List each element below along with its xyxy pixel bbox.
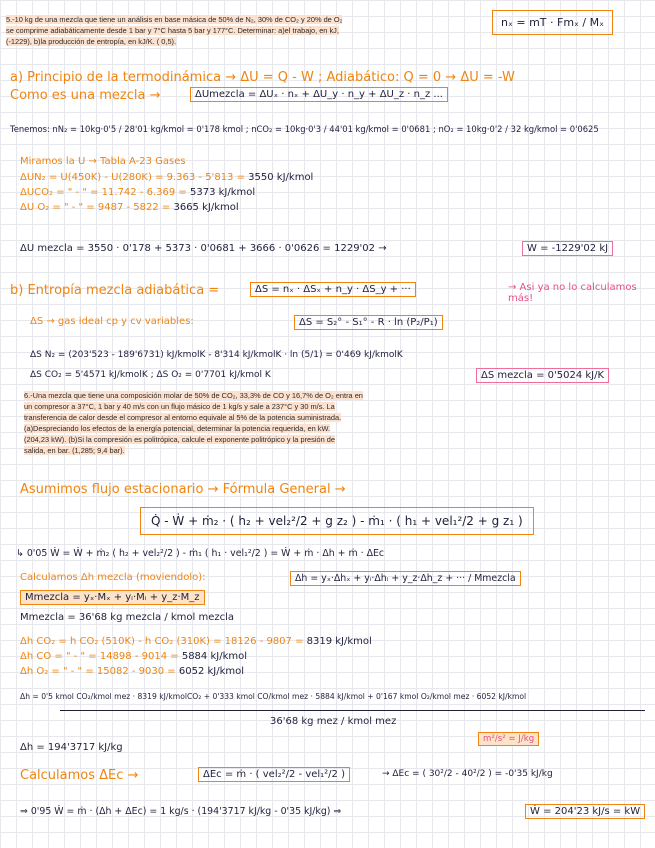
u-n2-expr: ΔUN₂ = U(450K) - U(280K) = 9.363 - 5'813 =: [20, 172, 245, 183]
mix-label: Como es una mezcla →: [10, 88, 161, 103]
general-formula: Q̇ - Ẇ + ṁ₂ · ( h₂ + vel₂²/2 + g z₂ ) - ṁ₁ · ( h₁ + vel₁²/2 + g z₁ ): [140, 507, 534, 535]
h-co-expr: Δh CO = " - " = 14898 - 9014 =: [20, 651, 179, 662]
problem-6-line-6: salida, en bar. (1,285; 9,4 bar).: [24, 446, 125, 455]
u-co2-value: 5373 kJ/kmol: [190, 187, 256, 198]
problem-6-line-2: un compresor a 37°C, 1 bar y 40 m/s con un flujo másico de 1 kg/s y sale a 237°C y 30 m/s. La: [24, 402, 335, 411]
w-result: W = -1229'02 kJ: [522, 241, 613, 256]
ec-formula: ΔEc = ṁ · ( vel₂²/2 - vel₁²/2 ): [198, 767, 350, 782]
problem-6-line-4: (a)Despreciando los efectos de la energía potencial, determinar la potencia requerida, en kW.: [24, 424, 331, 433]
m-mix-formula: Mmezcla = yₓ·Mₓ + yᵢ·Mᵢ + y_z·M_z: [20, 590, 205, 605]
problem-5-statement: [6, 14, 451, 47]
tabla-note: Miramos la U → Tabla A-23 Gases: [20, 156, 186, 167]
u-n2-value: 3550 kJ/kmol: [248, 172, 314, 183]
energy-line: ↳ 0'05 Ẇ = Ẇ + ṁ₂ ( h₂ + vel₂²/2 ) - ṁ₁ ( h₁ · vel₁²/2 ) = Ẇ + ṁ · Δh + ṁ · ΔEc: [16, 548, 385, 559]
h-co2-value: 8319 kJ/kmol: [306, 636, 372, 647]
asumimos-line: Asumimos flujo estacionario → Fórmula General →: [20, 482, 346, 497]
final-result: Ẇ = 204'23 kJ/s = kW: [525, 804, 645, 819]
u-n2-row: [20, 172, 313, 183]
fraction-bar: [60, 710, 645, 711]
s-co2-o2-line: ΔS CO₂ = 5'4571 kJ/kmolK ; ΔS O₂ = 0'7701 kJ/kmol K: [30, 370, 271, 380]
u-co2-expr: ΔUCO₂ = " - " = 11.742 - 6.369 =: [20, 187, 187, 198]
h-co-row: [20, 651, 247, 662]
m-mix-value: Mmezcla = 36'68 kg mezcla / kmol mezcla: [20, 612, 235, 623]
gas-ideal-formula: ΔS = S₂° - S₁° - R · ln (P₂/P₁): [294, 315, 443, 330]
problem-5-line-1: 5.-10 kg de una mezcla que tiene un análisis en base másica de 50% de N₂, 30% de CO₂ y 20% de O₂: [6, 15, 343, 24]
units-note: m²/s² = J/kg: [478, 732, 539, 746]
h-o2-row: [20, 666, 244, 677]
u-co2-row: [20, 187, 255, 198]
ec-value: → ΔEc = ( 30²/2 - 40²/2 ) = -0'35 kJ/kg: [382, 769, 553, 779]
s-mix-result: ΔS mezcla = 0'5024 kJ/K: [476, 368, 609, 383]
h-o2-expr: Δh O₂ = " - " = 15082 - 9030 =: [20, 666, 176, 677]
h-co2-row: [20, 636, 372, 647]
dh-mix-formula: Δh = yₓ·Δhₓ + yᵢ·Δhᵢ + y_z·Δh_z + ··· / Mmezcla: [290, 571, 521, 586]
h-co-value: 5884 kJ/kmol: [181, 651, 247, 662]
problem-5-line-2: se comprime adiabáticamente desde 1 bar y 7°C hasta 5 bar y 177°C. Determinar: a)el trabajo, en kJ,: [6, 26, 339, 35]
s-n2-line: ΔS N₂ = (203'523 - 189'6731) kJ/kmolK - 8'314 kJ/kmolK · ln (5/1) = 0'469 kJ/kmolK: [30, 350, 403, 360]
part-a-title: a) Principio de la termodinámica → ΔU = Q - W ; Adiabático: Q = 0 → ΔU = -W: [10, 70, 515, 85]
u-o2-row: [20, 202, 239, 213]
problem-6-line-5: (204,23 kW). (b)Si la compresión es politrópica, calcule el exponente politrópico y la presión de: [24, 435, 335, 444]
dh-denominator: 36'68 kg mez / kmol mez: [270, 716, 397, 727]
part-b-title: b) Entropía mezcla adiabática =: [10, 283, 220, 298]
ec-label: Calculamos ΔEc →: [20, 768, 139, 783]
problem-6-line-3: transferencia de calor desde el compresor al entorno equivale al 5% de la potencia suministrada.: [24, 413, 342, 422]
u-o2-expr: ΔU O₂ = " - " = 9487 - 5822 =: [20, 202, 171, 213]
problem-6-line-1: 6.-Una mezcla que tiene una composición molar de 50% de CO₂, 33,3% de CO y 16,7% de O₂ entra en: [24, 391, 363, 400]
calc-dh-label: Calculamos Δh mezcla (moviendolo):: [20, 572, 206, 583]
formula-nx: nₓ = mT · Fmₓ / Mₓ: [492, 10, 613, 35]
moles-line: Tenemos: nN₂ = 10kg·0'5 / 28'01 kg/kmol = 0'178 kmol ; nCO₂ = 10kg·0'3 / 44'01 kg/kmol = 0'0681 ; nO₂ = 10kg·0'2 / 32 kg/kmol = 0'0625: [10, 124, 599, 134]
entropy-formula: ΔS = nₓ · ΔSₓ + n_y · ΔS_y + ···: [250, 282, 416, 297]
final-line: ⇒ 0'95 Ẇ = ṁ · (Δh + ΔEc) = 1 kg/s · (194'3717 kJ/kg - 0'35 kJ/kg) ⇒: [20, 806, 342, 817]
dh-numerator: Δh = 0'5 kmol CO₂/kmol mez · 8319 kJ/kmolCO₂ + 0'333 kmol CO/kmol mez · 5884 kJ/kmol + 0'167 kmol O₂/kmol mez · 6052 kJ/kmol: [20, 692, 527, 701]
gas-ideal-label: ΔS → gas ideal cp y cv variables:: [30, 316, 194, 327]
problem-5-line-3: (-1229), b)la producción de entropía, en kJ/K. ( 0,5).: [6, 37, 177, 46]
mix-formula: ΔUmezcla = ΔUₓ · nₓ + ΔU_y · n_y + ΔU_z · n_z ...: [190, 87, 448, 102]
entropy-note: → Asi ya no lo calculamos más!: [508, 282, 637, 304]
u-o2-value: 3665 kJ/kmol: [173, 202, 239, 213]
h-o2-value: 6052 kJ/kmol: [178, 666, 245, 677]
problem-6-statement: [24, 390, 444, 456]
dh-result: Δh = 194'3717 kJ/kg: [20, 742, 123, 753]
h-co2-expr: Δh CO₂ = h CO₂ (510K) - h CO₂ (310K) = 18126 - 9807 =: [20, 636, 304, 647]
u-mix-line: ΔU mezcla = 3550 · 0'178 + 5373 · 0'0681 + 3666 · 0'0626 = 1229'02 →: [20, 243, 387, 254]
